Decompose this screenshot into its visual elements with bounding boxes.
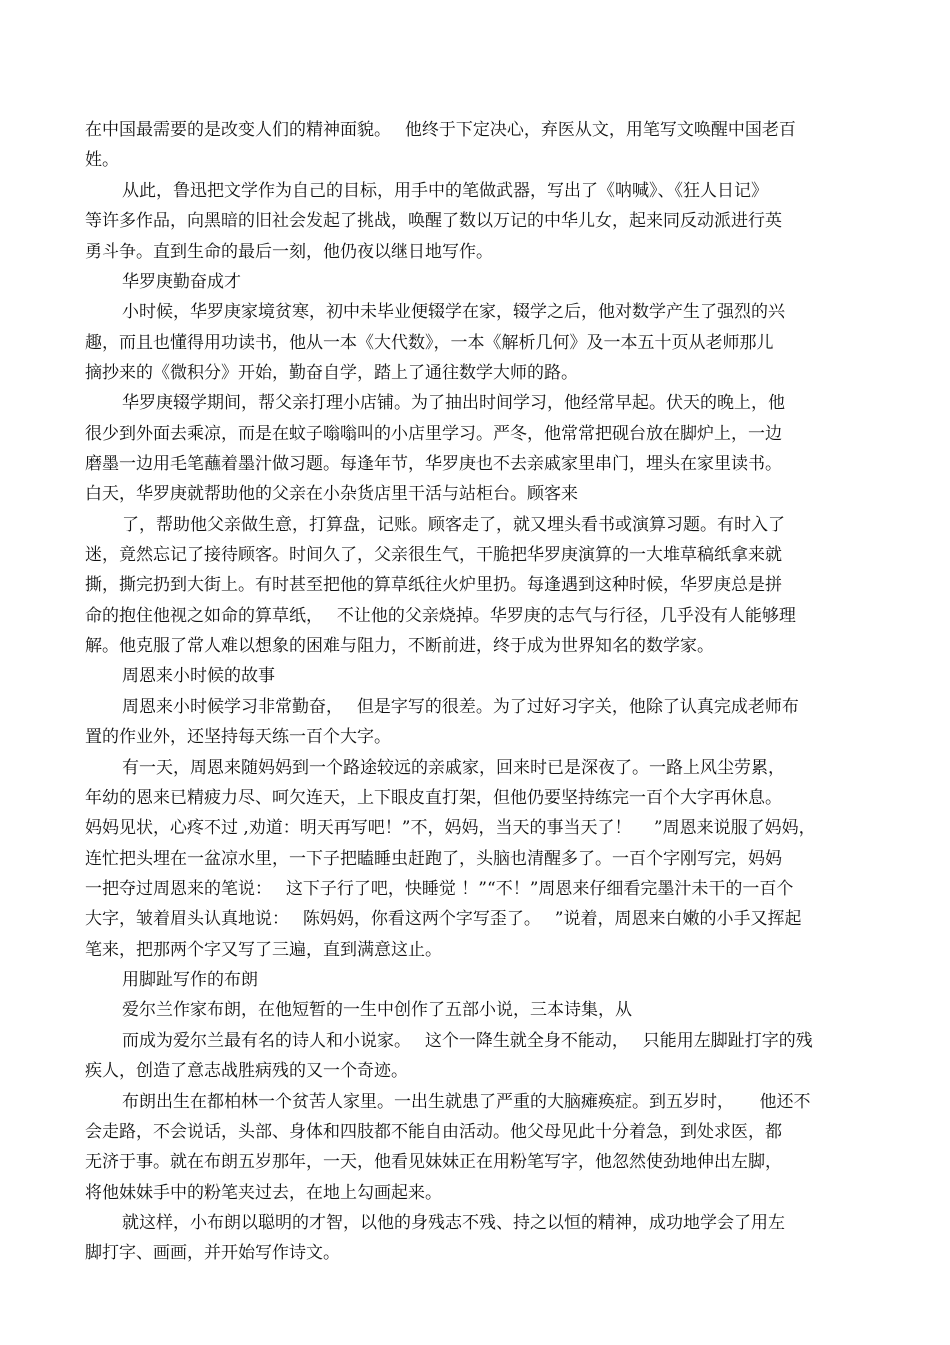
text-line: 而成为爱尔兰最有名的诗人和小说家。 这个一降生就全身不能动， 只能用左脚趾打字的残 [122,1031,813,1051]
text-line: 连忙把头埋在一盆凉水里，一下子把瞌睡虫赶跑了，头脑也清醒多了。一百个字刚写完，妈妈 [85,849,782,869]
text-line: 了，帮助他父亲做生意，打算盘，记账。顾客走了，就又埋头看书或演算习题。有时入了 [122,515,785,535]
text-line: 无济于事。就在布朗五岁那年，一天，他看见妹妹正在用粉笔写字，他忽然使劲地伸出左脚， [85,1152,782,1172]
text-line: 布朗出生在都柏林一个贫苦人家里。一出生就患了严重的大脑瘫痪症。到五岁时， 他还不 [122,1092,811,1112]
text-line: 等许多作品，向黑暗的旧社会发起了挑战，唤醒了数以万记的中华儿女，起来同反动派进行英 [85,211,782,231]
text-line: 摘抄来的《微积分》开始，勤奋自学，踏上了通往数学大师的路。 [85,363,578,383]
text-line: 笔来，把那两个字又写了三遍，直到满意这止。 [85,940,442,960]
text-line: 置的作业外，还坚持每天练一百个大字。 [85,727,391,747]
text-line: 年幼的恩来已精疲力尽、呵欠连天，上下眼皮直打架，但他仍要坚持练完一百个大字再休息。 [85,788,782,808]
text-line: 脚打字、画画，并开始写作诗文。 [85,1243,340,1263]
text-line: 一把夺过周恩来的笔说： 这下子行了吧，快睡觉 ！”“不！”周恩来仔细看完墨汁未干的一百个 [85,879,794,899]
text-line: 命的抱住他视之如命的算草纸， 不让他的父亲烧掉。华罗庚的志气与行径，几乎没有人能够理 [85,606,796,626]
text-line: 磨墨一边用毛笔蘸着墨汁做习题。每逢年节，华罗庚也不去亲戚家里串门，埋头在家里读书。 [85,454,782,474]
text-line: 姓。 [85,150,119,170]
text-line: 趣，而且也懂得用功读书，他从一本《大代数》，一本《解析几何》及一本五十页从老师那儿 [85,333,774,353]
text-line: 小时候，华罗庚家境贫寒，初中未毕业便辍学在家，辍学之后，他对数学产生了强烈的兴 [122,302,785,322]
text-line: 妈妈见状，心疼不过 ,劝道：明天再写吧！”不，妈妈，当天的事当天了！ ”周恩来说服了妈妈， [85,818,816,838]
text-line: 会走路，不会说话，头部、身体和四肢都不能自由活动。他父母见此十分着急，到处求医，都 [85,1122,782,1142]
text-line: 撕，撕完扔到大街上。有时甚至把他的算草纸往火炉里扔。每逢遇到这种时候，华罗庚总是拼 [85,575,782,595]
text-line: 周恩来小时候学习非常勤奋， 但是字写的很差。为了过好习字关，他除了认真完成老师布 [122,697,799,717]
text-line: 将他妹妹手中的粉笔夹过去，在地上勾画起来。 [85,1183,442,1203]
section-heading: 用脚趾写作的布朗 [122,970,258,990]
text-line: 从此，鲁迅把文学作为自己的目标，用手中的笔做武器，写出了《呐喊》、《狂人日记》 [122,181,768,201]
text-line: 爱尔兰作家布朗，在他短暂的一生中创作了五部小说，三本诗集，从 [122,1000,632,1020]
text-line: 解。他克服了常人难以想象的困难与阻力，不断前进，终于成为世界知名的数学家。 [85,636,714,656]
text-line: 就这样，小布朗以聪明的才智，以他的身残志不残、持之以恒的精神，成功地学会了用左 [122,1213,785,1233]
text-line: 很少到外面去乘凉，而是在蚊子嗡嗡叫的小店里学习。严冬，他常常把砚台放在脚炉上，一边 [85,424,782,444]
text-line: 迷，竟然忘记了接待顾客。时间久了，父亲很生气，干脆把华罗庚演算的一大堆草稿纸拿来就 [85,545,782,565]
text-line: 疾人，创造了意志战胜病残的又一个奇迹。 [85,1061,408,1081]
section-heading: 华罗庚勤奋成才 [122,272,241,292]
text-line: 在中国最需要的是改变人们的精神面貌。 他终于下定决心，弃医从文，用笔写文唤醒中国老百 [85,120,796,140]
text-line: 勇斗争。直到生命的最后一刻，他仍夜以继日地写作。 [85,242,493,262]
text-line: 白天，华罗庚就帮助他的父亲在小杂货店里干活与站柜台。顾客来 [85,484,578,504]
section-heading: 周恩来小时候的故事 [122,666,275,686]
text-line: 有一天，周恩来随妈妈到一个路途较远的亲戚家，回来时已是深夜了。一路上风尘劳累， [122,758,785,778]
text-line: 大字，皱着眉头认真地说： 陈妈妈，你看这两个字写歪了。 ”说着，周恩来白嫩的小手又挥起 [85,909,802,929]
text-line: 华罗庚辍学期间，帮父亲打理小店铺。为了抽出时间学习，他经常早起。伏天的晚上，他 [122,393,785,413]
